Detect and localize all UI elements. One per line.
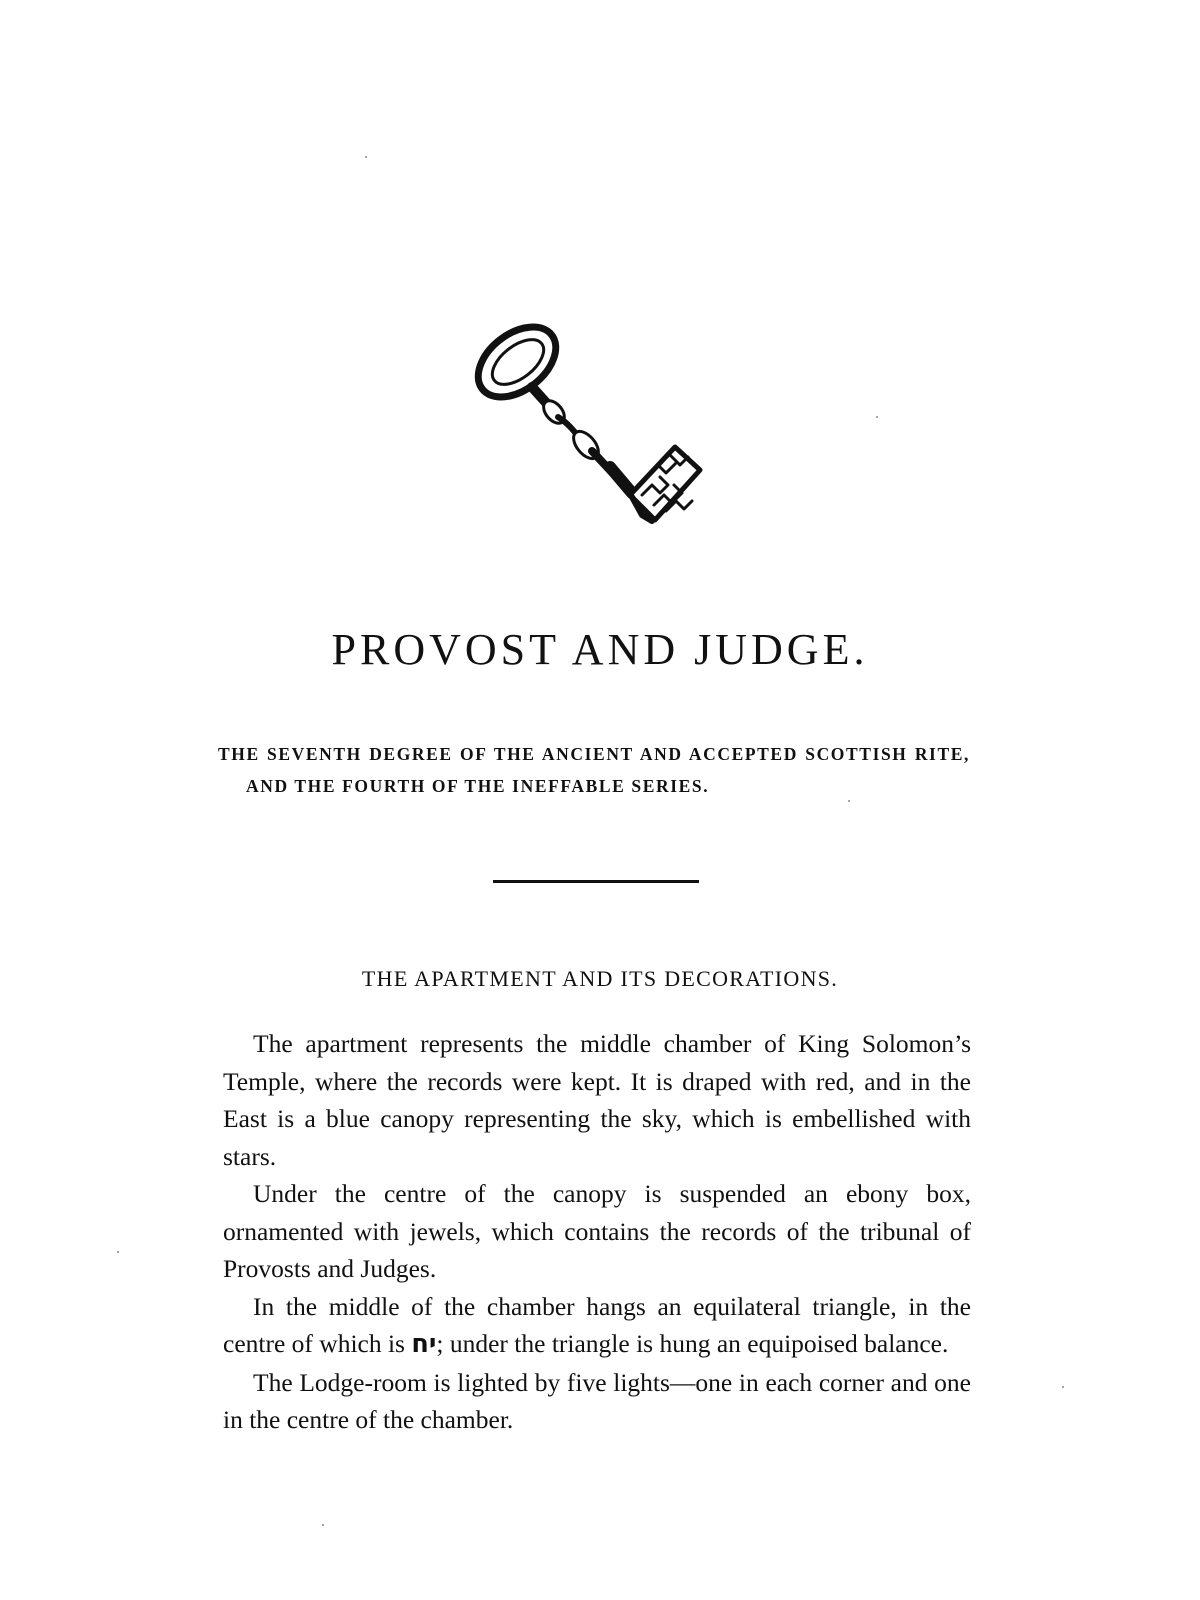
paper-speck	[1062, 1386, 1064, 1388]
paragraph-triangle	[223, 1288, 971, 1364]
key-illustration	[470, 315, 720, 545]
paragraph-apartment: The apartment represents the middle chamber of King Solomon’s Temple, where the records were kept. It is draped with red, and in the East is a blue canopy representing the sky, which is embellished with stars.	[223, 1029, 971, 1171]
paper-speck	[322, 1524, 324, 1526]
degree-subtitle: THE SEVENTH DEGREE OF THE ANCIENT AND ACCEPTED SCOTTISH RITE, AND THE FOURTH OF THE INEFFABLE SERIES.	[218, 744, 970, 796]
section-divider	[493, 880, 699, 883]
paper-speck	[117, 1251, 119, 1253]
paper-speck	[365, 156, 367, 158]
body-text	[223, 1025, 971, 1439]
hebrew-word: יח	[411, 1329, 437, 1359]
key-icon	[470, 315, 720, 545]
paper-speck	[848, 800, 850, 802]
section-heading: THE APARTMENT AND ITS DECORATIONS.	[361, 966, 839, 991]
paragraph-canopy: Under the centre of the canopy is suspended an ebony box, ornamented with jewels, which contains the records of the tribunal of Provosts and Judges.	[223, 1179, 971, 1283]
page-title: PROVOST AND JUDGE.	[331, 625, 869, 674]
paragraph-triangle-end: ; under the triangle is hung an equipoised balance.	[436, 1329, 949, 1358]
paper-speck	[876, 416, 878, 418]
paragraph-triangle-start: In the middle of the chamber hangs an equilateral triangle, in the centre of which is	[223, 1291, 971, 1358]
paragraph-lights: The Lodge-room is lighted by five lights—one in each corner and one in the centre of the chamber.	[223, 1367, 971, 1434]
